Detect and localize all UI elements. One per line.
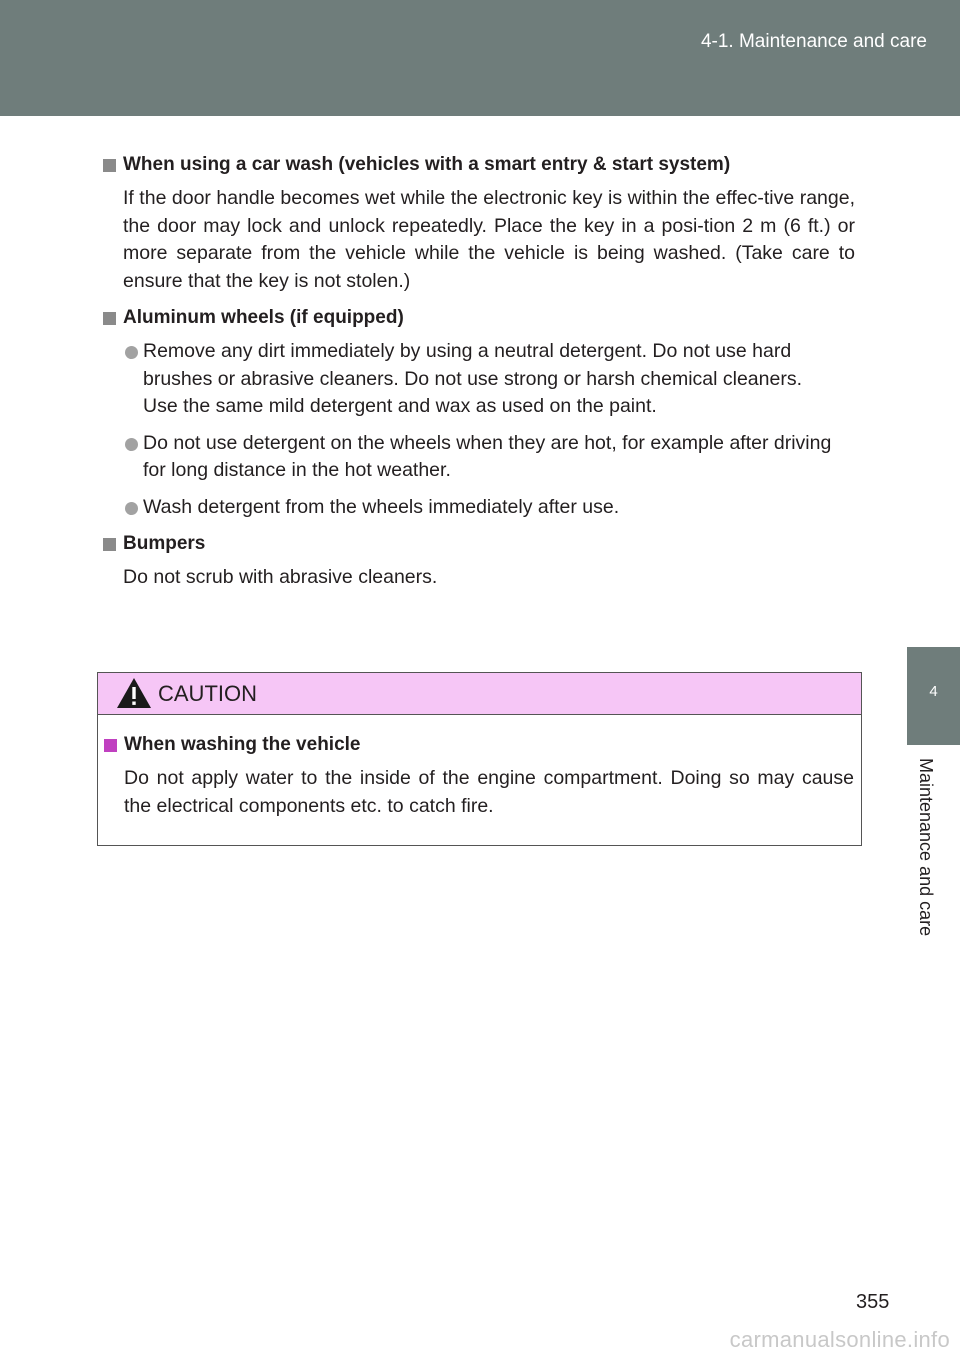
section-heading-bumpers: Bumpers bbox=[103, 530, 855, 558]
watermark: carmanualsonline.info bbox=[729, 1327, 950, 1352]
list-item: Remove any dirt immediately by using a neutral detergent. Do not use hard brushes or abrasive cleaners. Do not use strong or harsh chemical cleaners. Use the same mild detergent and wax as used on the paint. bbox=[103, 338, 855, 421]
car-wash-text: If the door handle becomes wet while the electronic key is within the effec-tive range, the door may lock and unlock repeatedly. Place the key in a posi-tion 2 m (6 ft.) or more separate from the vehicle while the vehicle is being washed. (Take care to ensure that the key is not stolen.) bbox=[123, 187, 855, 292]
caution-title: CAUTION bbox=[158, 681, 257, 706]
square-bullet-icon bbox=[103, 312, 116, 325]
square-bullet-icon bbox=[103, 159, 116, 172]
square-bullet-icon bbox=[103, 538, 116, 551]
chapter-label: Maintenance and care bbox=[916, 758, 936, 937]
caution-header bbox=[98, 673, 861, 715]
chapter-tab[interactable] bbox=[907, 647, 960, 745]
warning-triangle-icon bbox=[116, 677, 152, 709]
page-number: 355 bbox=[856, 1291, 890, 1313]
chapter-number: 4 bbox=[929, 683, 938, 700]
caution-text: Do not apply water to the inside of the engine compartment. Doing so may cause the electrical components etc. to catch fire. bbox=[124, 767, 854, 817]
list-item: Wash detergent from the wheels immediately after use. bbox=[103, 494, 855, 522]
circle-bullet-icon bbox=[125, 346, 138, 359]
bumpers-text: Do not scrub with abrasive cleaners. bbox=[123, 566, 438, 588]
section-heading-aluminum-wheels: Aluminum wheels (if equipped) bbox=[103, 304, 855, 332]
square-bullet-icon bbox=[104, 739, 117, 752]
circle-bullet-icon bbox=[125, 438, 138, 451]
page-header bbox=[0, 0, 960, 116]
list-item: Do not use detergent on the wheels when they are hot, for example after driving for long distance in the hot weather. bbox=[103, 430, 855, 485]
caution-heading: When washing the vehicle bbox=[104, 731, 854, 759]
caution-box bbox=[97, 672, 862, 846]
caution-body bbox=[104, 731, 854, 829]
circle-bullet-icon bbox=[125, 502, 138, 515]
main-content bbox=[103, 151, 855, 601]
section-heading-car-wash: When using a car wash (vehicles with a smart entry & start system) bbox=[103, 151, 855, 179]
section-title: 4-1. Maintenance and care bbox=[700, 31, 927, 52]
